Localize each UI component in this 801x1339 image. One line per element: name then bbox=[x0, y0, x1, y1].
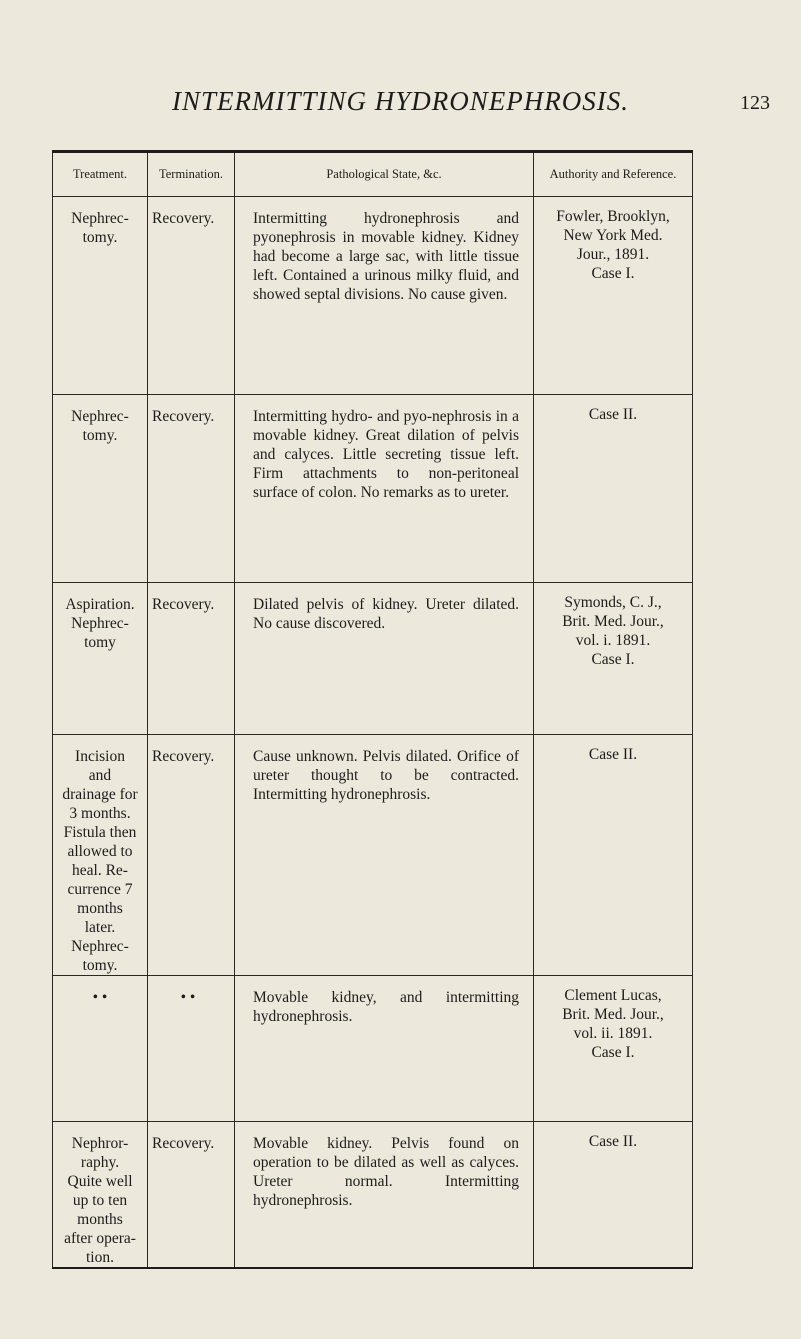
pathological-state-cell: Cause unknown. Pelvis dilated. Orifice of ureter thought to be contracted. Intermitting hydronephrosis. bbox=[235, 735, 534, 976]
authority-line: Case I. bbox=[591, 1044, 635, 1061]
treatment-line: months bbox=[77, 900, 123, 917]
column-header-termination: Termination. bbox=[148, 152, 235, 197]
authority-line: Clement Lucas, bbox=[564, 987, 662, 1004]
treatment-line: • • bbox=[92, 989, 108, 1006]
treatment-line: Quite well bbox=[67, 1173, 133, 1190]
column-header-authority: Authority and Reference. bbox=[534, 152, 693, 197]
treatment-line: heal. Re- bbox=[72, 862, 128, 879]
authority-line: Brit. Med. Jour., bbox=[562, 613, 664, 630]
table-row bbox=[53, 395, 693, 583]
authority-line: Fowler, Brooklyn, bbox=[556, 208, 670, 225]
authority-line: vol. i. 1891. bbox=[575, 632, 651, 649]
pathological-state-cell: Movable kidney. Pelvis found on operation to be dilated as well as calyces. Ureter normal. Intermitting hydronephrosis. bbox=[235, 1122, 534, 1269]
table-header-row bbox=[53, 152, 693, 197]
treatment-line: currence 7 bbox=[67, 881, 133, 898]
authority-cell bbox=[534, 735, 693, 976]
treatment-line: allowed to bbox=[67, 843, 133, 860]
treatment-line: Nephrec- bbox=[71, 938, 129, 955]
authority-cell bbox=[534, 1122, 693, 1269]
authority-line: vol. ii. 1891. bbox=[573, 1025, 653, 1042]
authority-line: New York Med. bbox=[563, 227, 663, 244]
authority-line: Case II. bbox=[588, 1133, 638, 1150]
treatment-cell bbox=[53, 1122, 148, 1269]
treatment-line: Incision bbox=[75, 748, 125, 765]
table-row bbox=[53, 583, 693, 735]
column-header-treatment: Treatment. bbox=[53, 152, 148, 197]
authority-cell bbox=[534, 583, 693, 735]
page-number: 123 bbox=[740, 92, 770, 114]
authority-line: Brit. Med. Jour., bbox=[562, 1006, 664, 1023]
termination-cell: Recovery. bbox=[148, 395, 235, 583]
treatment-line: months bbox=[77, 1211, 123, 1228]
pathological-state-cell: Dilated pelvis of kidney. Ureter dilated. No cause discovered. bbox=[235, 583, 534, 735]
treatment-cell bbox=[53, 976, 148, 1122]
column-header-pathological-state: Pathological State, &c. bbox=[235, 152, 534, 197]
termination-cell: Recovery. bbox=[148, 197, 235, 395]
treatment-line: tomy. bbox=[82, 957, 118, 974]
treatment-line: Aspiration. bbox=[65, 596, 135, 613]
treatment-line: later. bbox=[84, 919, 116, 936]
pathological-state-cell: Intermitting hydronephrosis and pyonephrosis in movable kidney. Kidney had become a large sac, with little tissue left. Contained a urinous milky fluid, and showed septal divisions. No cause given. bbox=[235, 197, 534, 395]
authority-line: Case II. bbox=[588, 746, 638, 763]
authority-line: Case I. bbox=[591, 651, 635, 668]
table-row bbox=[53, 976, 693, 1122]
authority-line: Case II. bbox=[588, 406, 638, 423]
termination-cell: Recovery. bbox=[148, 583, 235, 735]
treatment-line: after opera- bbox=[64, 1230, 136, 1247]
running-title: INTERMITTING HYDRONEPHROSIS. bbox=[172, 86, 629, 116]
authority-cell bbox=[534, 197, 693, 395]
treatment-line: tomy. bbox=[82, 427, 118, 444]
treatment-line: Fistula then bbox=[63, 824, 137, 841]
treatment-cell bbox=[53, 735, 148, 976]
authority-line: Case I. bbox=[591, 265, 635, 282]
treatment-line: up to ten bbox=[72, 1192, 128, 1209]
table-row bbox=[53, 1122, 693, 1269]
authority-line: Jour., 1891. bbox=[576, 246, 650, 263]
termination-cell: Recovery. bbox=[148, 1122, 235, 1269]
pathological-state-cell: Intermitting hydro- and pyo-nephrosis in a movable kidney. Great dilation of pelvis and calyces. Little secreting tissue left. Firm attachments to non-peritoneal surface of colon. No remarks as to ureter. bbox=[235, 395, 534, 583]
termination-cell: • • bbox=[148, 976, 235, 1122]
treatment-line: Nephrec- bbox=[71, 408, 129, 425]
case-table bbox=[52, 150, 693, 1269]
treatment-cell bbox=[53, 583, 148, 735]
treatment-line: tomy bbox=[84, 634, 116, 651]
termination-cell: Recovery. bbox=[148, 735, 235, 976]
treatment-line: raphy. bbox=[80, 1154, 120, 1171]
table-row bbox=[53, 735, 693, 976]
authority-cell bbox=[534, 395, 693, 583]
treatment-cell bbox=[53, 395, 148, 583]
pathological-state-cell: Movable kidney, and intermitting hydronephrosis. bbox=[235, 976, 534, 1122]
treatment-line: 3 months. bbox=[69, 805, 131, 822]
treatment-line: drainage for bbox=[62, 786, 138, 803]
treatment-line: and bbox=[88, 767, 112, 784]
treatment-line: Nephrec- bbox=[71, 210, 129, 227]
authority-cell bbox=[534, 976, 693, 1122]
treatment-line: Nephrec- bbox=[71, 615, 129, 632]
treatment-line: tion. bbox=[86, 1249, 114, 1266]
page-header bbox=[0, 86, 801, 126]
treatment-line: Nephror- bbox=[71, 1135, 129, 1152]
authority-line: Symonds, C. J., bbox=[564, 594, 662, 611]
table-row bbox=[53, 197, 693, 395]
treatment-line: tomy. bbox=[82, 229, 118, 246]
treatment-cell bbox=[53, 197, 148, 395]
table-body bbox=[53, 197, 693, 1269]
